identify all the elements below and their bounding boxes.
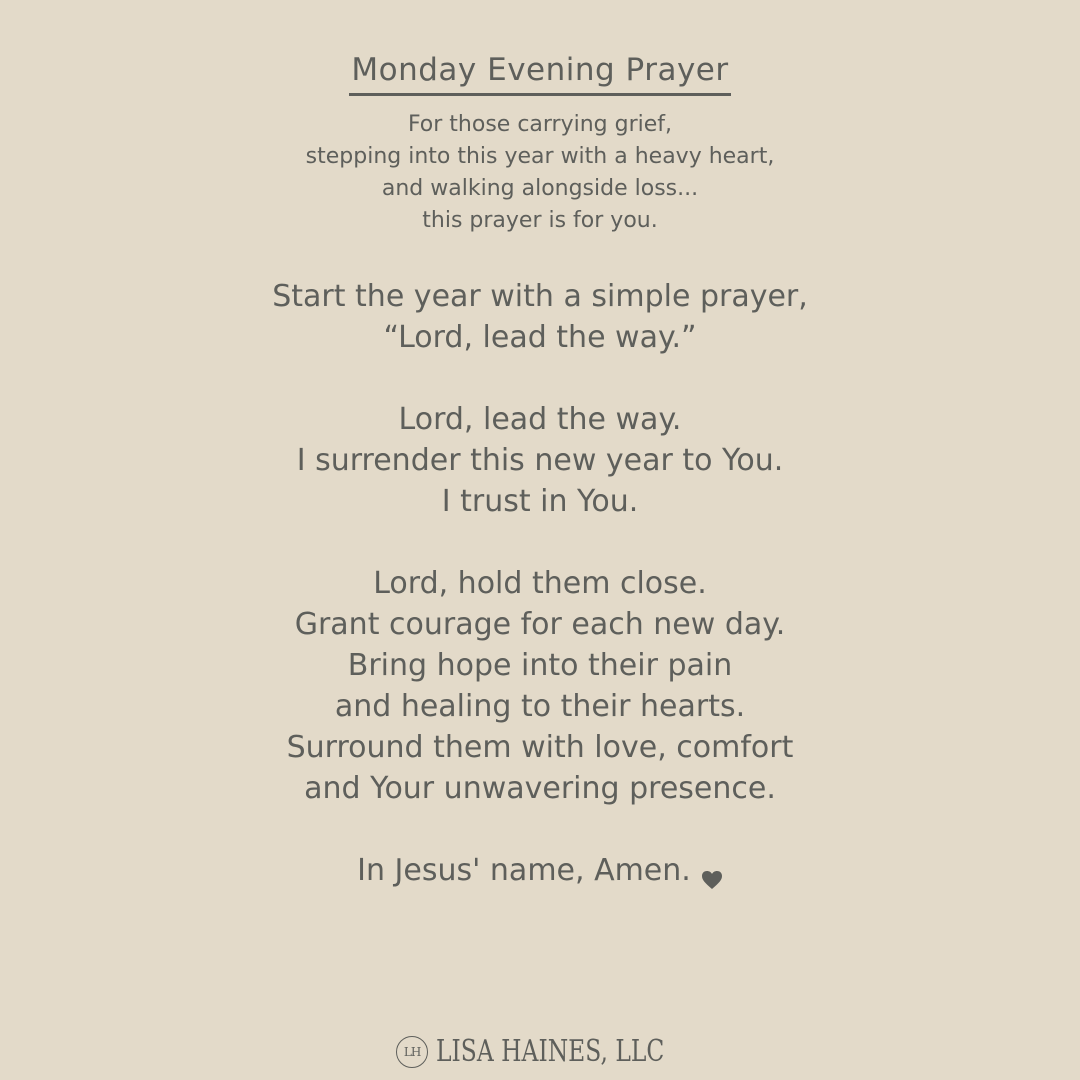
intro-line: and walking alongside loss... [381, 176, 699, 201]
prayer-line: I surrender this new year to You. [296, 443, 784, 478]
prayer-line: Lord, lead the way. [398, 402, 682, 437]
closing-line [357, 850, 723, 901]
prayer-line: Lord, hold them close. [373, 566, 707, 601]
logo-name: LISA HAINES, LLC [436, 1034, 665, 1069]
logo-inner [396, 1034, 684, 1069]
page-title: Monday Evening Prayer [349, 50, 730, 96]
intro-line: this prayer is for you. [422, 208, 658, 233]
stanza-3 [0, 563, 1080, 809]
prayer-body [0, 276, 1080, 942]
stanza-2 [0, 399, 1080, 522]
intro-line: stepping into this year with a heavy heart, [305, 144, 775, 169]
prayer-line: and healing to their hearts. [334, 689, 746, 724]
stanza-1 [0, 276, 1080, 358]
heart-icon [701, 860, 723, 901]
intro-line: For those carrying grief, [407, 112, 673, 137]
prayer-line: Surround them with love, comfort [286, 730, 794, 765]
prayer-line: and Your unwavering presence. [304, 771, 776, 806]
prayer-line: Grant courage for each new day. [294, 607, 786, 642]
prayer-line: Bring hope into their pain [347, 648, 733, 683]
closing-stanza [0, 850, 1080, 901]
prayer-line: “Lord, lead the way.” [383, 320, 697, 355]
closing-text: In Jesus' name, Amen. [357, 853, 691, 888]
logo-monogram: LH [396, 1036, 428, 1068]
title-wrap [0, 50, 1080, 96]
prayer-line: Start the year with a simple prayer, [272, 279, 808, 314]
prayer-line: I trust in You. [441, 484, 639, 519]
intro-text [0, 109, 1080, 237]
brand-logo [0, 1034, 1080, 1074]
